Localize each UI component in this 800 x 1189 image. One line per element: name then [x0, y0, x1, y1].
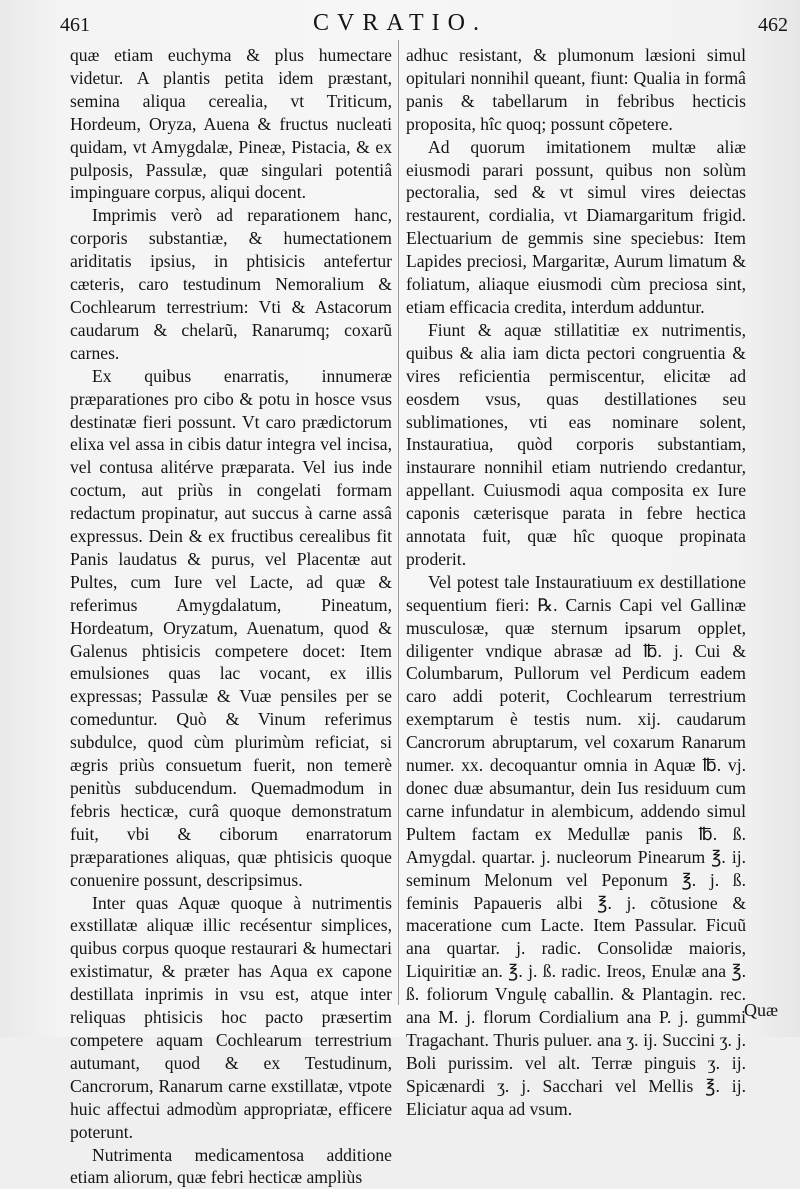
paragraph: Ad quorum imitationem multæ aliæ eiusmodi parari possunt, quibus non solùm pectoralia, sed & vt simul vires deiectas restaurent, cordialia, vt Diamargaritum frigid. Electuarium de gemmis sine speciebus: Item Lapides preciosi, Margaritæ, Aurum limatum & foliatum, aliaque eiusmodi cùm preciosa sint, etiam efficacia credita, interdum adduntur.	[406, 136, 746, 319]
page-number-right: 462	[758, 14, 788, 37]
paragraph: adhuc resistant, & plumonum læsioni simul opitulari nonnihil queant, fiunt: Qualia in formâ panis & tabellarum in febribus hecticis proposita, hîc quoq; possunt cõpetere.	[406, 44, 746, 136]
column-divider	[398, 40, 399, 1005]
running-title: CVRATIO.	[0, 10, 800, 37]
paragraph: Ex quibus enarratis, innumeræ præparationes pro cibo & potu in hosce vsus destinatæ fieri possunt. Vt caro prædictorum elixa vel assa in cibis datur integra vel incisa, vel contusa alitérve præparata. Vel ius inde coctum, aut priùs in congelati formam redactum propinatur, aut succus à carne assâ expressus. Dein & ex fructibus cerealibus fit Panis laudatus & purus, vel Placentæ aut Pultes, cum Iure vel Lacte, ad quæ & referimus Amygdalatum, Pineatum, Hordeatum, Oryzatum, Auenatum, quod & Galenus phtisicis competere docet: Item emulsiones quas lac vocant, ex illis expressas; Passulæ & Vuæ pensiles per se comeduntur. Quò & Vinum referimus subdulce, quod cùm plurimùm reficiat, si ægris priùs consuetum fuerit, non temerè penitùs subducendum. Quemadmodum in febris hecticæ, curâ quoque demonstratum fuit, vbi & ciborum enarratorum præparationes aliquas, quæ phtisicis quoque conuenire possunt, descripsimus.	[70, 365, 392, 892]
left-column	[70, 44, 392, 1189]
paragraph: Inter quas Aquæ quoque à nutrimentis exstillatæ aliquæ illic recésentur simplices, quibus corpus quoque restaurari & humectari existimatur, & præter has Aqua ex capone destillata inprimis in vsu est, atque inter reliquas phtisicis hoc pacto præsertim competere aquam Cochlearum terrestrium autumant, quod & ex Testudinum, Cancrorum, Ranarum carne exstillatæ, vtpote huic affectui admodùm appropriatæ, efficere poterunt.	[70, 892, 392, 1144]
paragraph: Fiunt & aquæ stillatitiæ ex nutrimentis, quibus & alia iam dicta pectori congruentia & vires reficientia permiscentur, elicitæ ad eosdem vsus, quas destillationes seu sublimationes, vti eas nominare solent, Instauratiua, quòd corporis substantiam, instaurare nonnihil etiam nutriendo credantur, appellant. Cuiusmodi aqua composita ex Iure caponis cæterisque parata in febre hectica annotata fuit, quæ hîc quoque propinata proderit.	[406, 319, 746, 571]
page-header	[0, 6, 800, 40]
paragraph: quæ etiam euchyma & plus humectare videtur. A plantis petita idem præstant, semina aliqua cerealia, vt Triticum, Hordeum, Oryza, Auena & fructus nucleati quidam, vt Amygdalæ, Pineæ, Pistacia, & ex pulposis, Passulæ, quæ singulari potentiâ impinguare corpus, aliqui docent.	[70, 44, 392, 204]
catchword: Quæ	[744, 1000, 778, 1021]
paragraph: Vel potest tale Instauratiuum ex destillatione sequentium fieri: ℞. Carnis Capi vel Gallinæ musculosæ, quæ sternum ipsarum opplet, diligenter vndique abrasæ ad ℔. j. Cui & Columbarum, Pullorum vel Perdicum eadem caro addi poterit, Cochlearum terrestrium exemptarum è testis num. xij. caudarum Cancrorum abruptarum, vel coxarum Ranarum numer. xx. decoquantur omnia in Aquæ ℔. vj. donec duæ absumantur, dein Ius residuum cum carne infundatur in alembicum, addendo simul Pultem factam ex Medullæ panis ℔. ß. Amygdal. quartar. j. nucleorum Pinearum ℥. ij. seminum Melonum vel Peponum ℥. j. ß. feminis Papaueris albi ℥. j. cõtusione & maceratione cum Lacte. Item Passular. Ficuũ ana quartar. j. radic. Consolidæ maioris, Liquiritiæ an. ℥. j. ß. radic. Ireos, Enulæ ana ℥. ß. foliorum Vngulę caballin. & Plantagin. rec. ana M. j. florum Cordialium ana P. j. gummi Tragachant. Thuris puluer. ana ʒ. ij. Succini ʒ. j. Boli purissim. vel alt. Terræ pinguis ʒ. ij. Spicænardi ʒ. j. Sacchari vel Mellis ℥. ij. Eliciatur aqua ad vsum.	[406, 571, 746, 1121]
page-number-left: 461	[60, 14, 90, 37]
paragraph: Imprimis verò ad reparationem hanc, corporis substantiæ, & humectationem ariditatis ipsius, in phtisicis antefertur cæteris, caro testudinum Nemoralium & Cochlearum terrestrium: Vti & Astacorum caudarum & chelarũ, Ranarumq; coxarũ carnes.	[70, 204, 392, 364]
paragraph: Nutrimenta medicamentosa additione etiam aliorum, quæ febri hecticæ ampliùs	[70, 1144, 392, 1189]
right-column	[406, 44, 746, 1121]
